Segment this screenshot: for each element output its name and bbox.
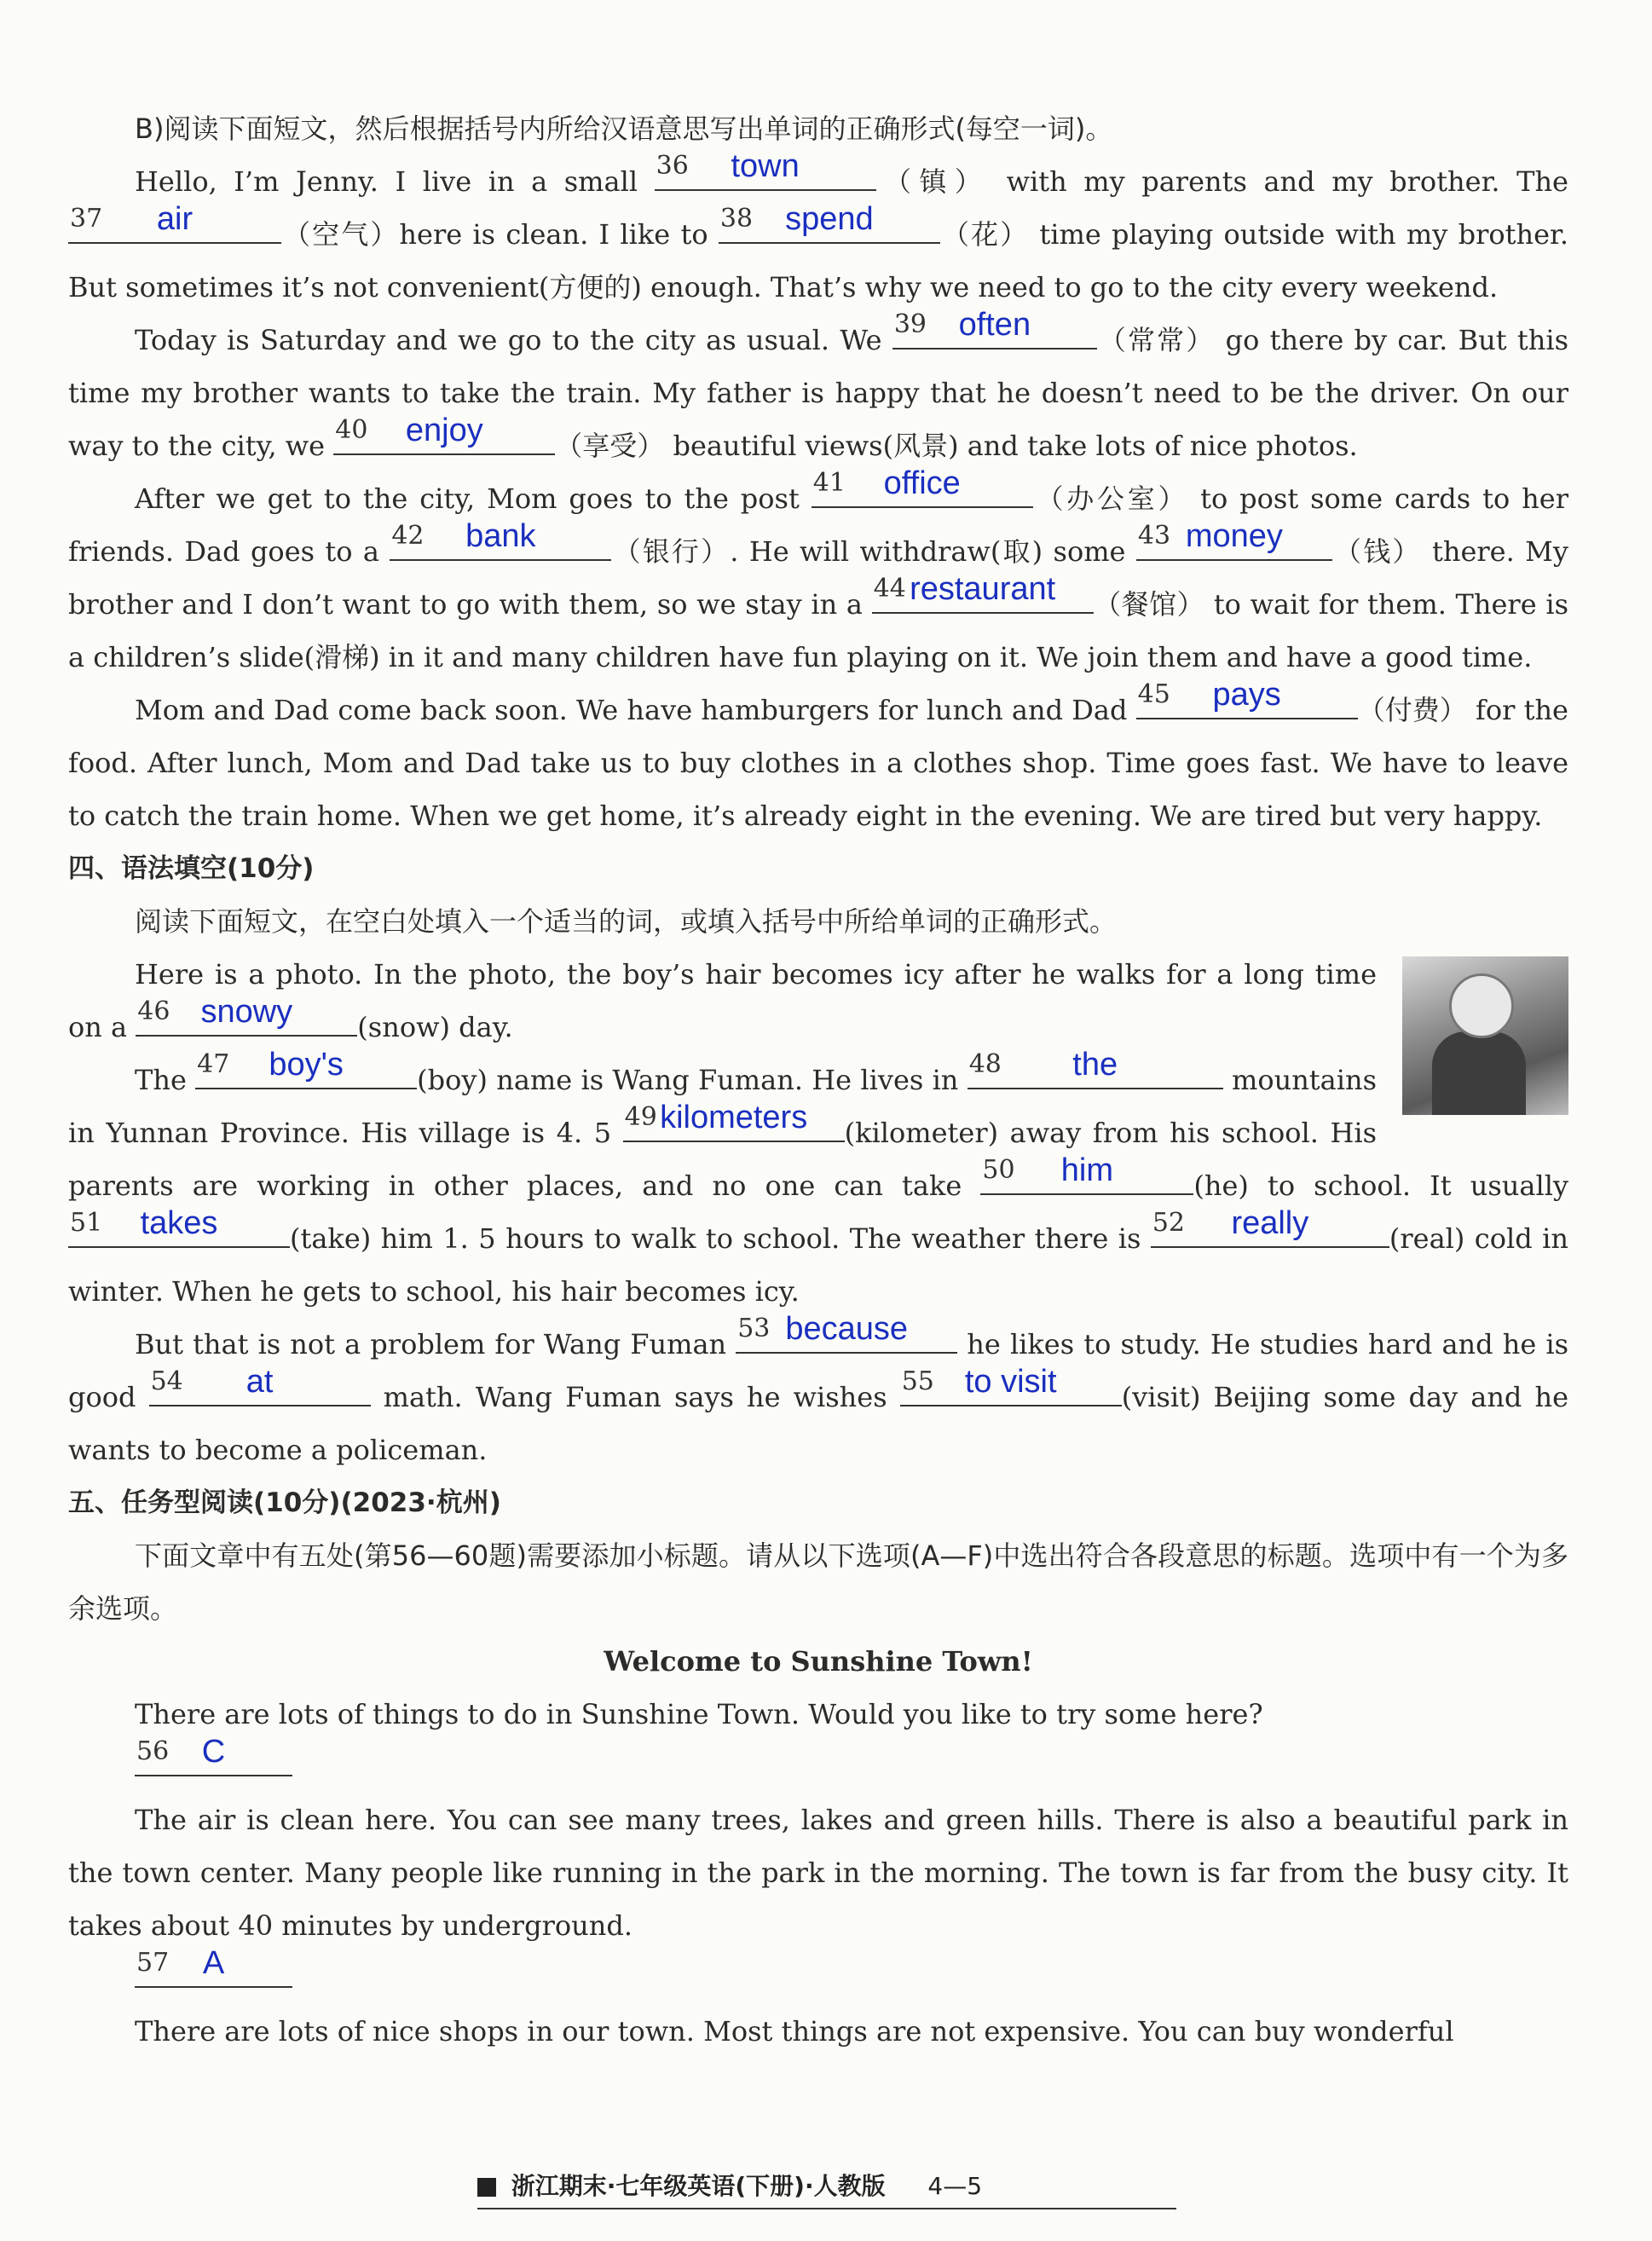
blank-number: 49 bbox=[624, 1102, 657, 1132]
section-4-paragraph-2: The 47 boy's (boy) name is Wang Fuman. He lives in 48 the mountains in Yunnan Province. His village is 4. 5 49 kilometers (kilometer) away from his school. His parents are working in other places, and no one can take 50 him (he) to school. It usually 51 takes (take) him 1. 5 hours to walk to school. The weather there is 52 really (real) cold in winter. When he gets to school, his hair becomes icy. bbox=[68, 1054, 1568, 1318]
blank-number: 52 bbox=[1152, 1208, 1186, 1238]
photo-boy-head bbox=[1449, 973, 1514, 1038]
answer-blank-56[interactable] bbox=[135, 1734, 292, 1776]
answer-blank-40[interactable] bbox=[333, 413, 555, 455]
handwritten-answer: him bbox=[1060, 1152, 1113, 1188]
handwritten-answer: at bbox=[245, 1364, 274, 1400]
question-57-line bbox=[68, 1945, 1568, 2005]
handwritten-answer: takes bbox=[140, 1205, 218, 1241]
passage-paragraph-57: There are lots of nice shops in our town. Most things are not expensive. You can buy wonderful bbox=[135, 2015, 1454, 2048]
blank-number: 48 bbox=[968, 1049, 1002, 1079]
worksheet-page bbox=[68, 102, 1568, 2058]
handwritten-answer: because bbox=[785, 1311, 909, 1347]
section-4-paragraph-3: But that is not a problem for Wang Fuman 53 because he likes to study. He studies hard and he is good 54 at math. Wang Fuman says he wishes 55 to visit (visit) Beijing some day and he wants to become a policeman. bbox=[68, 1318, 1568, 1476]
blank-number: 56 bbox=[136, 1736, 170, 1766]
answer-blank-43[interactable] bbox=[1136, 518, 1332, 561]
answer-blank-38[interactable] bbox=[719, 201, 940, 244]
section-5-instruction: 下面文章中有五处(第56—60题)需要添加小标题。请从以下选项(A—F)中选出符合各段意思的标题。选项中有一个为多余选项。 bbox=[68, 1539, 1568, 1625]
page-footer bbox=[477, 2165, 1176, 2209]
answer-blank-37[interactable] bbox=[68, 201, 281, 244]
section-4-instruction: 阅读下面短文，在空白处填入一个适当的词，或填入括号中所给单词的正确形式。 bbox=[135, 905, 1118, 938]
handwritten-answer: enjoy bbox=[405, 413, 483, 448]
blank-number: 37 bbox=[70, 204, 103, 234]
section-b-instruction: B)阅读下面短文，然后根据括号内所给汉语意思写出单词的正确形式(每空一词)。 bbox=[135, 113, 1113, 145]
handwritten-answer: snowy bbox=[200, 994, 293, 1030]
section-4-paragraph-1: Here is a photo. In the photo, the boy’s hair becomes icy after he walks for a long time on a 46 snowy (snow) day. bbox=[68, 958, 1377, 1043]
answer-blank-45[interactable] bbox=[1136, 677, 1358, 719]
section-b-paragraph-2: Today is Saturday and we go to the city as usual. We 39 often （常常） go there by car. But this time my brother wants to take the train. My father is happy that he doesn’t need to be the driver. On our way to the city, we 40 enjoy （享受） beautiful views(风景) and take lots of nice photos. bbox=[68, 314, 1568, 472]
blank-number: 54 bbox=[150, 1366, 183, 1396]
footer-square-icon bbox=[477, 2178, 496, 2197]
blank-number: 47 bbox=[197, 1049, 230, 1079]
section-b-paragraph-1: Hello, I’m Jenny. I live in a small 36 town （镇） with my parents and my brother. The 37 air （空气）here is clean. I like to 38 spend （花） time playing outside with my brother. But sometimes it’s not convenient(方便的) enough. That’s why we need to go to the city every weekend. bbox=[68, 155, 1568, 314]
section-4-heading: 四、语法填空(10分) bbox=[68, 853, 315, 884]
blank-number: 39 bbox=[893, 309, 927, 339]
icy-boy-photo bbox=[1402, 956, 1568, 1115]
question-56-line bbox=[68, 1734, 1568, 1793]
blank-number: 40 bbox=[335, 415, 368, 445]
answer-blank-44[interactable] bbox=[872, 571, 1094, 614]
answer-blank-54[interactable] bbox=[149, 1364, 371, 1406]
answer-blank-46[interactable] bbox=[136, 994, 357, 1037]
blank-number: 57 bbox=[136, 1948, 170, 1978]
handwritten-answer: bank bbox=[465, 518, 536, 554]
answer-blank-55[interactable] bbox=[900, 1364, 1122, 1406]
handwritten-answer: often bbox=[958, 307, 1031, 343]
handwritten-answer: boy's bbox=[269, 1047, 344, 1083]
blank-number: 45 bbox=[1137, 679, 1170, 709]
blank-number: 53 bbox=[737, 1314, 771, 1343]
answer-blank-57[interactable] bbox=[135, 1945, 292, 1988]
handwritten-answer: to visit bbox=[964, 1364, 1057, 1400]
handwritten-answer: restaurant bbox=[910, 571, 1056, 607]
photo-boy-body bbox=[1432, 1031, 1526, 1115]
answer-blank-51[interactable] bbox=[68, 1205, 290, 1248]
passage-paragraph-56: The air is clean here. You can see many trees, lakes and green hills. There is also a beautiful park in the town center. Many people like running in the park in the morning. The town is far from the busy city. It takes about 40 minutes by underground. bbox=[68, 1804, 1568, 1942]
handwritten-answer: air bbox=[156, 201, 194, 237]
passage-title: Welcome to Sunshine Town! bbox=[604, 1645, 1033, 1678]
blank-number: 43 bbox=[1137, 521, 1171, 551]
blank-number: 41 bbox=[812, 468, 846, 498]
answer-blank-36[interactable] bbox=[655, 148, 876, 191]
handwritten-answer: office bbox=[883, 465, 961, 501]
handwritten-answer: kilometers bbox=[660, 1100, 808, 1135]
section-5-heading: 五、任务型阅读(10分)(2023·杭州) bbox=[68, 1487, 501, 1518]
blank-number: 50 bbox=[982, 1155, 1015, 1185]
blank-number: 46 bbox=[137, 996, 170, 1026]
handwritten-answer: A bbox=[202, 1945, 225, 1981]
answer-blank-47[interactable] bbox=[195, 1047, 417, 1089]
blank-number: 42 bbox=[391, 521, 425, 551]
answer-blank-39[interactable] bbox=[892, 307, 1097, 349]
handwritten-answer: spend bbox=[785, 201, 874, 237]
answer-blank-52[interactable] bbox=[1151, 1205, 1389, 1248]
answer-blank-49[interactable] bbox=[623, 1100, 845, 1142]
footer-book-title: 浙江期末·七年级英语(下册)·人教版 bbox=[511, 2172, 886, 2200]
answer-blank-41[interactable] bbox=[812, 465, 1033, 508]
handwritten-answer: town bbox=[731, 148, 800, 184]
answer-blank-50[interactable] bbox=[980, 1152, 1193, 1195]
handwritten-answer: C bbox=[201, 1734, 226, 1770]
blank-number: 55 bbox=[901, 1366, 934, 1396]
blank-number: 44 bbox=[873, 574, 906, 604]
handwritten-answer: really bbox=[1231, 1205, 1309, 1241]
section-b-paragraph-3: After we get to the city, Mom goes to the post 41 office （办公室） to post some cards to her friends. Dad goes to a 42 bank （银行）. He will withdraw(取) some 43 money （钱） there. My brother and I don’t want to go with them, so we stay in a 44 restaurant （餐馆） to wait for them. There is a children’s slide(滑梯) in it and many children have fun playing on it. We join them and have a good time. bbox=[68, 472, 1568, 684]
answer-blank-42[interactable] bbox=[390, 518, 611, 561]
handwritten-answer: the bbox=[1072, 1047, 1118, 1083]
blank-number: 38 bbox=[719, 204, 754, 234]
section-b-paragraph-4: Mom and Dad come back soon. We have hamburgers for lunch and Dad 45 pays （付费） for the food. After lunch, Mom and Dad take us to buy clothes in a clothes shop. Time goes fast. We have to leave to catch the train home. When we get home, it’s already eight in the evening. We are tired but very happy. bbox=[68, 684, 1568, 842]
footer-page-number: 4—5 bbox=[927, 2172, 983, 2200]
blank-number: 36 bbox=[656, 151, 689, 181]
handwritten-answer: money bbox=[1185, 518, 1283, 554]
answer-blank-53[interactable] bbox=[736, 1311, 957, 1354]
blank-number: 51 bbox=[70, 1208, 103, 1238]
answer-blank-48[interactable] bbox=[968, 1047, 1223, 1089]
handwritten-answer: pays bbox=[1212, 677, 1281, 713]
passage-intro: There are lots of things to do in Sunshine Town. Would you like to try some here? bbox=[135, 1698, 1263, 1730]
